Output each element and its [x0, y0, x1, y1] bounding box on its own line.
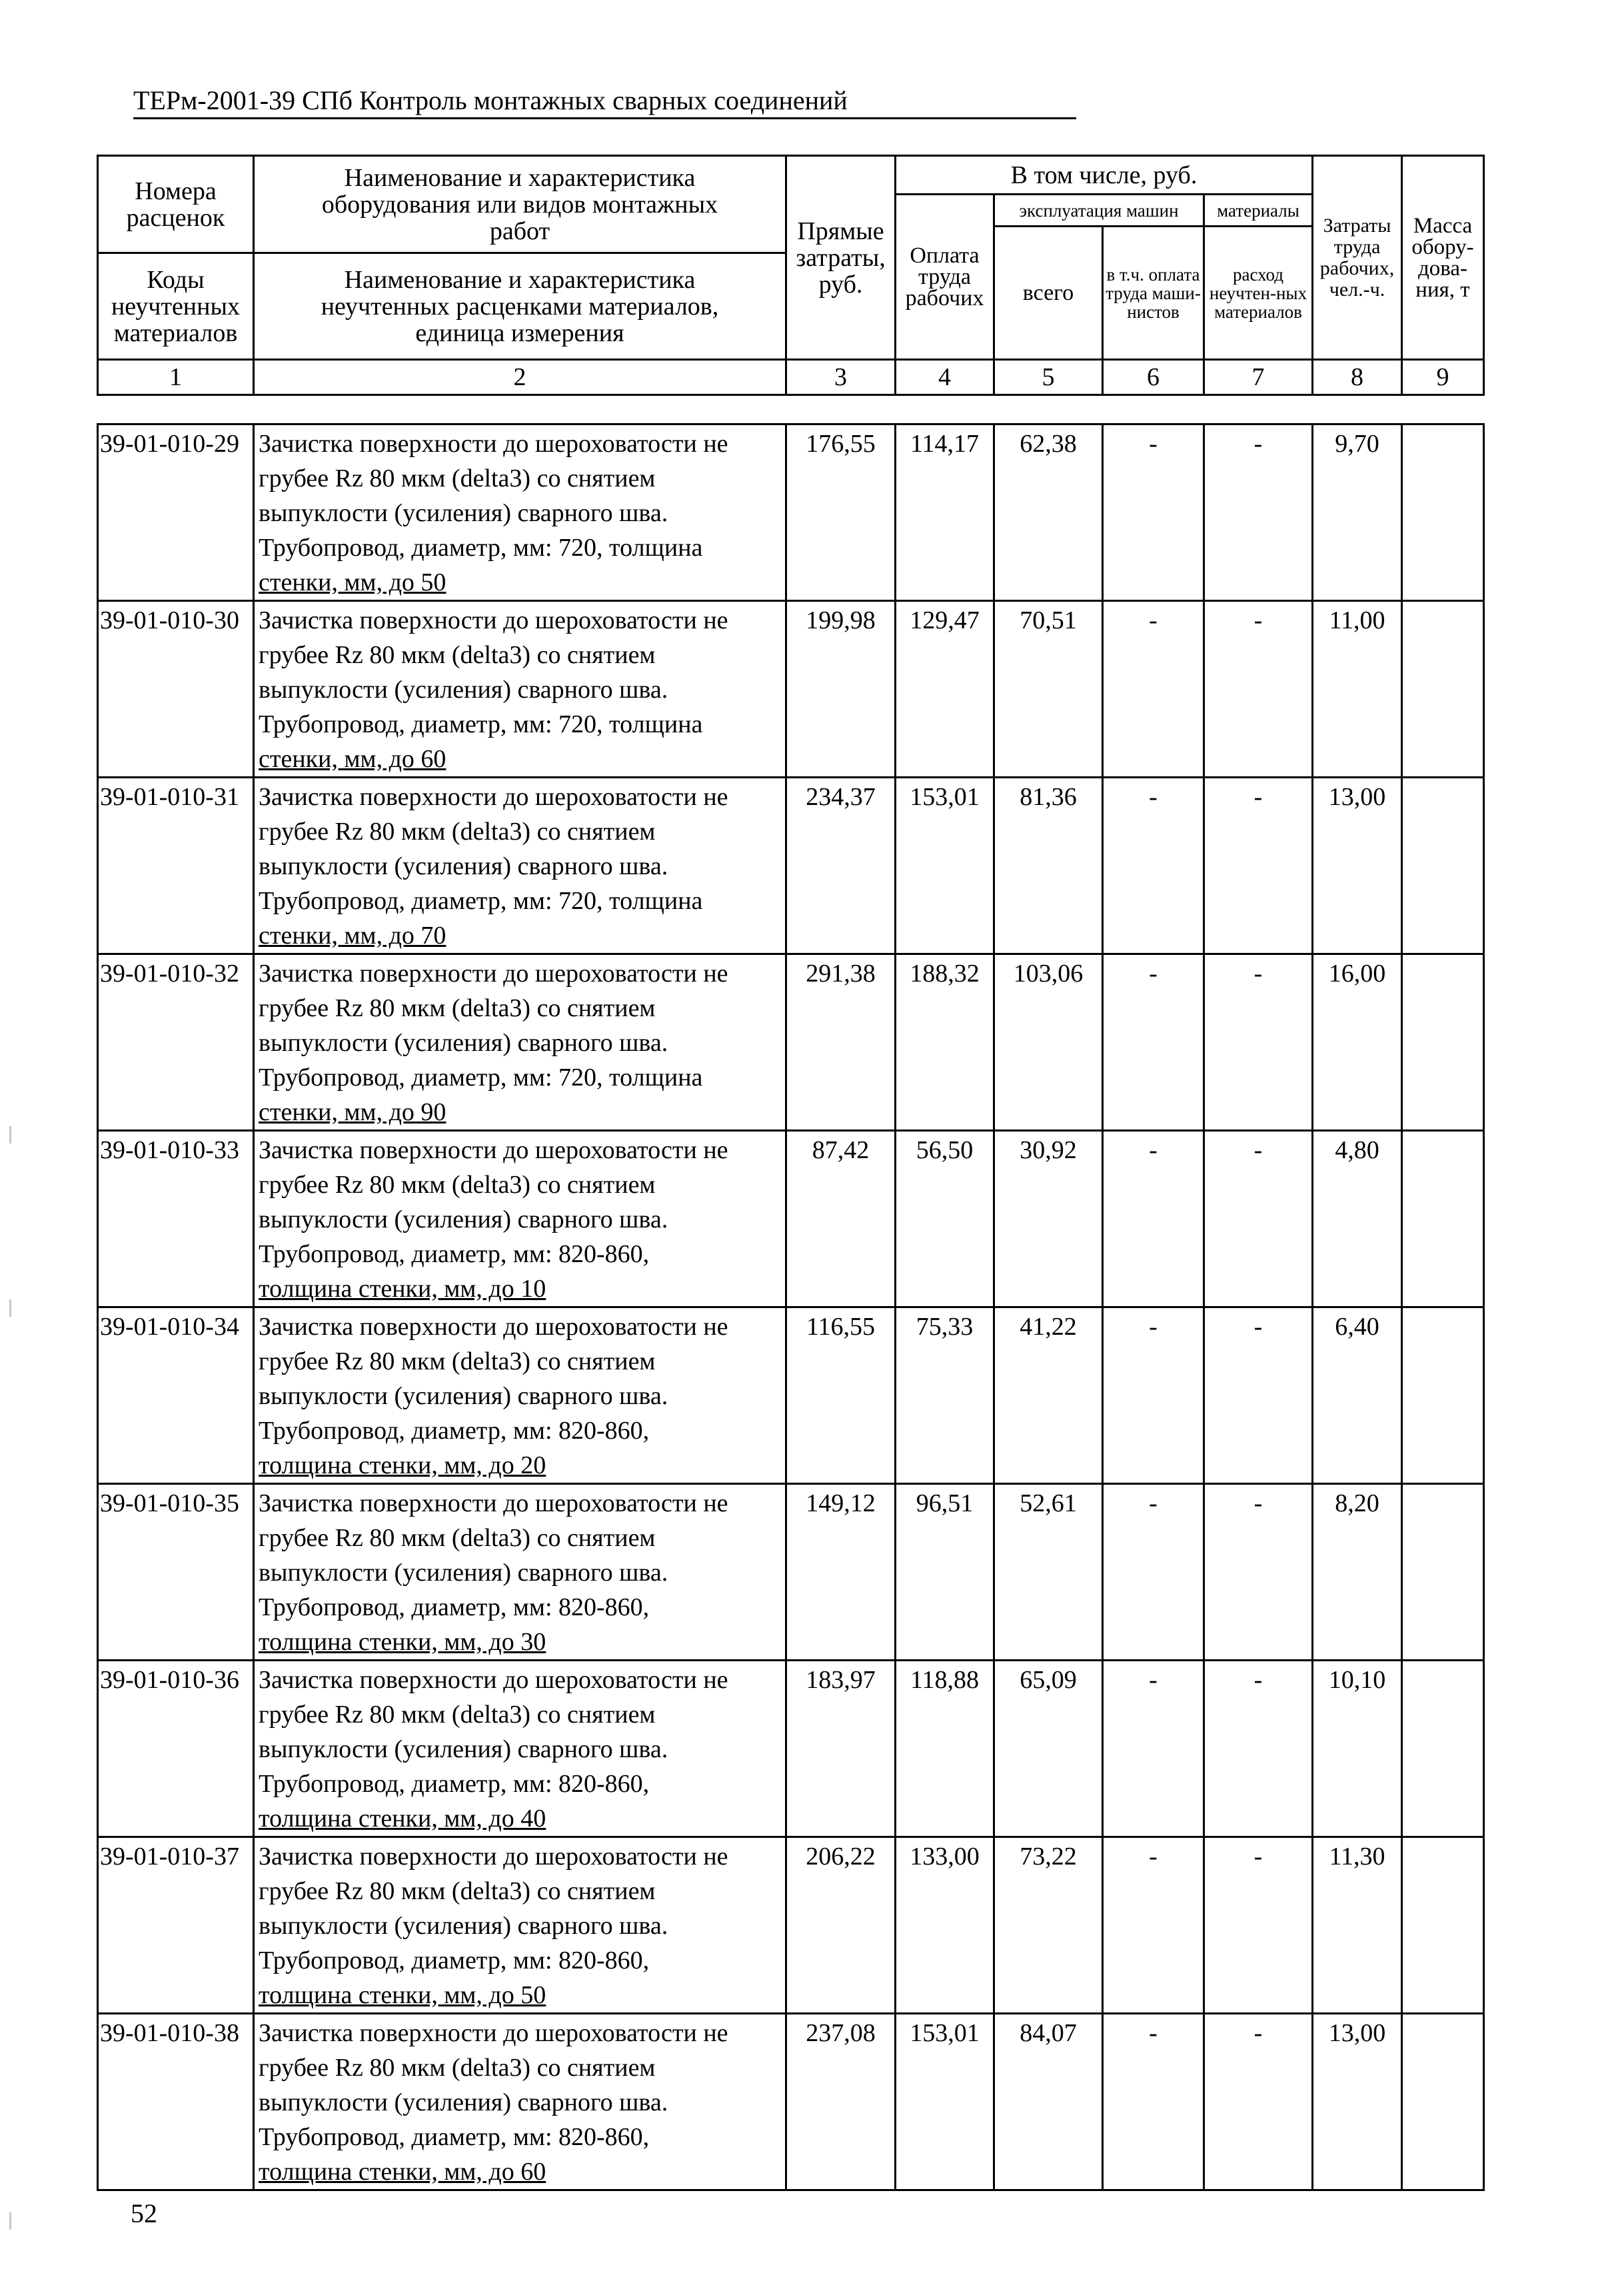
row-machinist-pay: -	[1103, 1484, 1204, 1661]
row-description	[254, 1131, 786, 1307]
row-machines-total: 62,38	[994, 424, 1103, 601]
scan-margin-mark	[9, 1299, 11, 1317]
scan-margin-mark	[9, 1126, 11, 1144]
row-code: 39-01-010-34	[98, 1307, 254, 1484]
rates-table	[97, 423, 1485, 2191]
row-machinist-pay: -	[1103, 2014, 1204, 2190]
description-line: выпуклости (усиления) сварного шва.	[259, 1735, 668, 1763]
scan-margin-mark	[9, 2212, 11, 2230]
description-line: Трубопровод, диаметр, мм: 820-860,	[259, 1240, 650, 1268]
col-number: 4	[896, 360, 994, 395]
row-equipment-mass	[1402, 1661, 1484, 1837]
row-equipment-mass	[1402, 1307, 1484, 1484]
row-code: 39-01-010-29	[98, 424, 254, 601]
row-labor-pay: 129,47	[896, 601, 994, 778]
description-line: грубее Rz 80 мкм (delta3) со снятием	[259, 464, 656, 492]
col-number: 8	[1313, 360, 1402, 395]
table-row	[98, 1131, 1484, 1307]
description-line: Зачистка поверхности до шероховатости не	[259, 1843, 728, 1871]
row-labor-pay: 153,01	[896, 778, 994, 954]
description-line: грубее Rz 80 мкм (delta3) со снятием	[259, 1347, 656, 1375]
row-machinist-pay: -	[1103, 424, 1204, 601]
row-direct-costs: 206,22	[786, 1837, 896, 2014]
row-equipment-mass	[1402, 2014, 1484, 2190]
description-line: стенки, мм, до 60	[259, 745, 446, 773]
table-header	[97, 155, 1485, 396]
description-line: выпуклости (усиления) сварного шва.	[259, 2088, 668, 2116]
row-description	[254, 954, 786, 1131]
row-machines-total: 84,07	[994, 2014, 1103, 2190]
table-row	[98, 778, 1484, 954]
row-materials: -	[1204, 1307, 1313, 1484]
row-code: 39-01-010-33	[98, 1131, 254, 1307]
row-code: 39-01-010-35	[98, 1484, 254, 1661]
row-labor-pay: 118,88	[896, 1661, 994, 1837]
description-line: Зачистка поверхности до шероховатости не	[259, 606, 728, 634]
row-materials: -	[1204, 2014, 1313, 2190]
row-machines-total: 73,22	[994, 1837, 1103, 2014]
description-line: Зачистка поверхности до шероховатости не	[259, 1666, 728, 1694]
description-line: Зачистка поверхности до шероховатости не	[259, 1313, 728, 1341]
row-equipment-mass	[1402, 1837, 1484, 2014]
description-line: Трубопровод, диаметр, мм: 720, толщина	[259, 710, 703, 738]
description-line: Зачистка поверхности до шероховатости не	[259, 1489, 728, 1517]
row-description	[254, 601, 786, 778]
row-direct-costs: 176,55	[786, 424, 896, 601]
row-materials: -	[1204, 424, 1313, 601]
row-labor-pay: 56,50	[896, 1131, 994, 1307]
row-materials: -	[1204, 1661, 1313, 1837]
header-col6: в т.ч. оплата труда маши-нистов	[1103, 227, 1204, 360]
description-line: Зачистка поверхности до шероховатости не	[259, 2019, 728, 2047]
page-title: ТЕРм-2001-39 СПб Контроль монтажных сварных соединений	[133, 85, 1076, 119]
row-machinist-pay: -	[1103, 1661, 1204, 1837]
description-line: выпуклости (усиления) сварного шва.	[259, 1912, 668, 1940]
description-line: толщина стенки, мм, до 40	[259, 1805, 546, 1833]
row-description	[254, 778, 786, 954]
header-col4: Оплата труда рабочих	[896, 195, 994, 360]
description-line: грубее Rz 80 мкм (delta3) со снятием	[259, 1701, 656, 1729]
row-equipment-mass	[1402, 601, 1484, 778]
description-line: грубее Rz 80 мкм (delta3) со снятием	[259, 1524, 656, 1552]
description-line: Зачистка поверхности до шероховатости не	[259, 430, 728, 458]
row-labor-hours: 11,00	[1313, 601, 1402, 778]
header-materials: материалы	[1204, 195, 1313, 227]
row-labor-pay: 153,01	[896, 2014, 994, 2190]
row-direct-costs: 237,08	[786, 2014, 896, 2190]
description-line: стенки, мм, до 50	[259, 568, 446, 596]
row-labor-hours: 10,10	[1313, 1661, 1402, 1837]
row-labor-hours: 16,00	[1313, 954, 1402, 1131]
description-line: выпуклости (усиления) сварного шва.	[259, 499, 668, 527]
row-direct-costs: 234,37	[786, 778, 896, 954]
row-equipment-mass	[1402, 1131, 1484, 1307]
description-line: выпуклости (усиления) сварного шва.	[259, 1559, 668, 1587]
description-line: Трубопровод, диаметр, мм: 720, толщина	[259, 1064, 703, 1092]
row-materials: -	[1204, 1837, 1313, 2014]
description-line: стенки, мм, до 90	[259, 1098, 446, 1126]
description-line: выпуклости (усиления) сварного шва.	[259, 1029, 668, 1057]
description-line: выпуклости (усиления) сварного шва.	[259, 1382, 668, 1410]
row-machines-total: 70,51	[994, 601, 1103, 778]
description-line: стенки, мм, до 70	[259, 922, 446, 950]
row-code: 39-01-010-37	[98, 1837, 254, 2014]
row-labor-pay: 188,32	[896, 954, 994, 1131]
description-line: Трубопровод, диаметр, мм: 720, толщина	[259, 534, 703, 562]
description-line: выпуклости (усиления) сварного шва.	[259, 852, 668, 880]
header-col7: расход неучтен-ных материалов	[1204, 227, 1313, 360]
table-row	[98, 1837, 1484, 2014]
row-materials: -	[1204, 778, 1313, 954]
row-labor-hours: 13,00	[1313, 778, 1402, 954]
row-machinist-pay: -	[1103, 954, 1204, 1131]
row-direct-costs: 87,42	[786, 1131, 896, 1307]
description-line: Зачистка поверхности до шероховатости не	[259, 783, 728, 811]
description-line: Зачистка поверхности до шероховатости не	[259, 960, 728, 988]
header-machines: эксплуатация машин	[994, 195, 1204, 227]
header-col1-top: Номера расценок	[98, 156, 254, 253]
row-labor-pay: 96,51	[896, 1484, 994, 1661]
row-code: 39-01-010-38	[98, 2014, 254, 2190]
row-machinist-pay: -	[1103, 778, 1204, 954]
row-equipment-mass	[1402, 954, 1484, 1131]
row-machinist-pay: -	[1103, 1131, 1204, 1307]
row-labor-pay: 114,17	[896, 424, 994, 601]
description-line: Трубопровод, диаметр, мм: 820-860,	[259, 1946, 650, 1974]
col-number: 3	[786, 360, 896, 395]
row-code: 39-01-010-30	[98, 601, 254, 778]
header-col3: Прямые затраты, руб.	[786, 156, 896, 360]
description-line: грубее Rz 80 мкм (delta3) со снятием	[259, 1171, 656, 1199]
row-labor-hours: 8,20	[1313, 1484, 1402, 1661]
table-row	[98, 1661, 1484, 1837]
row-direct-costs: 291,38	[786, 954, 896, 1131]
row-machinist-pay: -	[1103, 601, 1204, 778]
description-line: Трубопровод, диаметр, мм: 820-860,	[259, 1417, 650, 1445]
row-labor-hours: 11,30	[1313, 1837, 1402, 2014]
description-line: толщина стенки, мм, до 50	[259, 1981, 546, 2009]
header-including: В том числе, руб.	[896, 156, 1313, 195]
row-labor-pay: 75,33	[896, 1307, 994, 1484]
row-direct-costs: 183,97	[786, 1661, 896, 1837]
row-equipment-mass	[1402, 1484, 1484, 1661]
description-line: толщина стенки, мм, до 20	[259, 1451, 546, 1479]
description-line: грубее Rz 80 мкм (delta3) со снятием	[259, 818, 656, 846]
header-col2-bottom: Наименование и характеристика неучтенных расценками материалов, единица измерения	[254, 253, 786, 360]
page-number: 52	[131, 2198, 157, 2228]
row-description	[254, 1484, 786, 1661]
row-materials: -	[1204, 1131, 1313, 1307]
description-line: грубее Rz 80 мкм (delta3) со снятием	[259, 2054, 656, 2082]
col-number: 1	[98, 360, 254, 395]
table-row	[98, 2014, 1484, 2190]
header-col1-bottom: Коды неучтенных материалов	[98, 253, 254, 360]
row-materials: -	[1204, 601, 1313, 778]
col-number: 9	[1402, 360, 1484, 395]
header-col5: всего	[994, 227, 1103, 360]
row-labor-hours: 4,80	[1313, 1131, 1402, 1307]
row-machines-total: 81,36	[994, 778, 1103, 954]
description-line: грубее Rz 80 мкм (delta3) со снятием	[259, 641, 656, 669]
row-machinist-pay: -	[1103, 1307, 1204, 1484]
row-machines-total: 65,09	[994, 1661, 1103, 1837]
row-labor-hours: 13,00	[1313, 2014, 1402, 2190]
table-row	[98, 601, 1484, 778]
row-labor-pay: 133,00	[896, 1837, 994, 2014]
description-line: толщина стенки, мм, до 30	[259, 1628, 546, 1656]
row-labor-hours: 6,40	[1313, 1307, 1402, 1484]
row-machines-total: 30,92	[994, 1131, 1103, 1307]
row-machines-total: 52,61	[994, 1484, 1103, 1661]
description-line: толщина стенки, мм, до 10	[259, 1275, 546, 1303]
col-number: 6	[1103, 360, 1204, 395]
description-line: выпуклости (усиления) сварного шва.	[259, 1205, 668, 1233]
row-machinist-pay: -	[1103, 1837, 1204, 2014]
row-direct-costs: 149,12	[786, 1484, 896, 1661]
description-line: выпуклости (усиления) сварного шва.	[259, 676, 668, 704]
col-number: 2	[254, 360, 786, 395]
description-line: Трубопровод, диаметр, мм: 820-860,	[259, 2123, 650, 2151]
row-code: 39-01-010-36	[98, 1661, 254, 1837]
row-direct-costs: 199,98	[786, 601, 896, 778]
row-code: 39-01-010-32	[98, 954, 254, 1131]
header-col8: Затраты труда рабочих, чел.-ч.	[1313, 156, 1402, 360]
row-equipment-mass	[1402, 424, 1484, 601]
row-description	[254, 1307, 786, 1484]
col-number: 7	[1204, 360, 1313, 395]
description-line: грубее Rz 80 мкм (delta3) со снятием	[259, 994, 656, 1022]
row-description	[254, 1837, 786, 2014]
row-labor-hours: 9,70	[1313, 424, 1402, 601]
table-row	[98, 1484, 1484, 1661]
table-row	[98, 1307, 1484, 1484]
description-line: толщина стенки, мм, до 60	[259, 2158, 546, 2186]
row-machines-total: 41,22	[994, 1307, 1103, 1484]
description-line: Трубопровод, диаметр, мм: 820-860,	[259, 1593, 650, 1621]
description-line: Зачистка поверхности до шероховатости не	[259, 1136, 728, 1164]
row-code: 39-01-010-31	[98, 778, 254, 954]
header-col9: Масса обору-дова-ния, т	[1402, 156, 1484, 360]
row-direct-costs: 116,55	[786, 1307, 896, 1484]
description-line: Трубопровод, диаметр, мм: 820-860,	[259, 1770, 650, 1798]
description-line: Трубопровод, диаметр, мм: 720, толщина	[259, 887, 703, 915]
row-description	[254, 424, 786, 601]
header-col2-top: Наименование и характеристика оборудования или видов монтажных работ	[254, 156, 786, 253]
table-row	[98, 954, 1484, 1131]
table-row	[98, 424, 1484, 601]
row-description	[254, 2014, 786, 2190]
row-description	[254, 1661, 786, 1837]
description-line: грубее Rz 80 мкм (delta3) со снятием	[259, 1877, 656, 1905]
row-equipment-mass	[1402, 778, 1484, 954]
col-number: 5	[994, 360, 1103, 395]
row-materials: -	[1204, 1484, 1313, 1661]
row-machines-total: 103,06	[994, 954, 1103, 1131]
row-materials: -	[1204, 954, 1313, 1131]
